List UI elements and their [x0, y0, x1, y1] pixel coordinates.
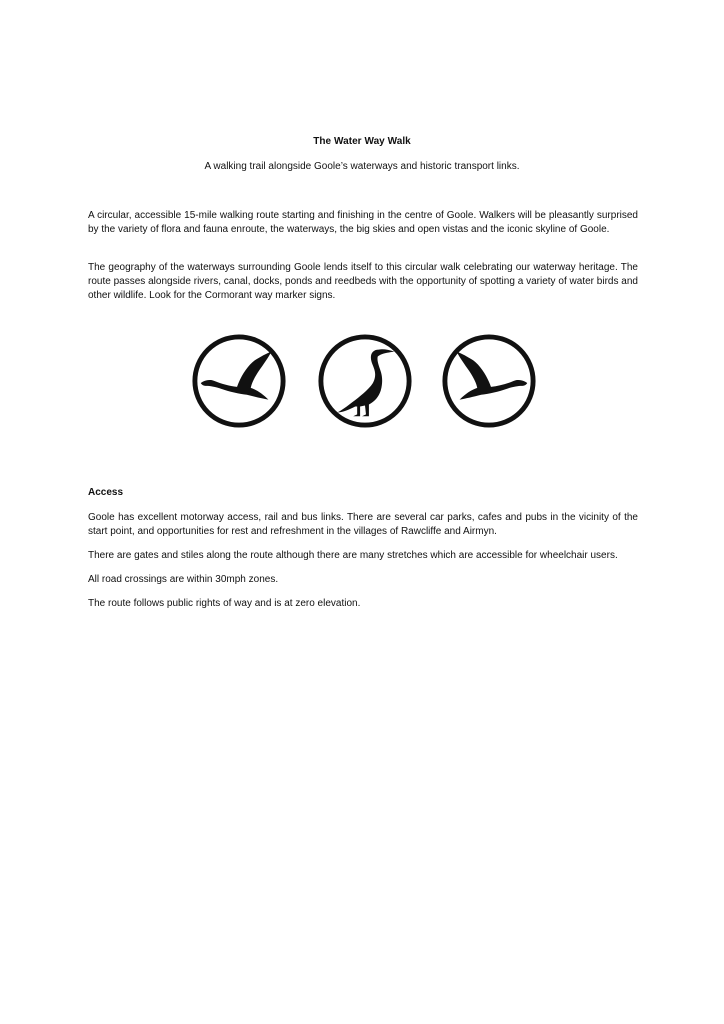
way-marker-signs: [0, 328, 724, 438]
intro-paragraph-1: A circular, accessible 15-mile walking route starting and finishing in the centre of Goole. Walkers will be pleasantly surprised by the variety of flora and fauna enroute, the waterways, the big skies and open vistas and the iconic skyline of Goole.: [88, 210, 638, 235]
cormorant-flying-left-icon: [190, 332, 288, 430]
page-subtitle: A walking trail alongside Goole’s waterways and historic transport links.: [204, 161, 520, 172]
access-paragraph-3: All road crossings are within 30mph zones.: [88, 574, 279, 585]
access-paragraph-1: Goole has excellent motorway access, rail and bus links. There are several car parks, cafes and pubs in the vicinity of the start point, and opportunities for rest and refreshment in the villages of Rawcliffe and Airmyn.: [88, 512, 638, 537]
cormorant-standing-icon: [316, 332, 414, 430]
cormorant-flying-right-icon: [440, 332, 538, 430]
page-title: The Water Way Walk: [313, 136, 411, 147]
access-heading: Access: [88, 487, 124, 498]
intro-paragraph-2: The geography of the waterways surrounding Goole lends itself to this circular walk celebrating our waterway heritage. The route passes alongside rivers, canal, docks, ponds and reedbeds with the opportunity of spotting a variety of water birds and other wildlife. Look for the Cormorant way marker signs.: [88, 262, 638, 301]
access-paragraph-2: There are gates and stiles along the route although there are many stretches which are accessible for wheelchair users.: [88, 550, 618, 561]
access-paragraph-4: The route follows public rights of way and is at zero elevation.: [88, 598, 361, 609]
